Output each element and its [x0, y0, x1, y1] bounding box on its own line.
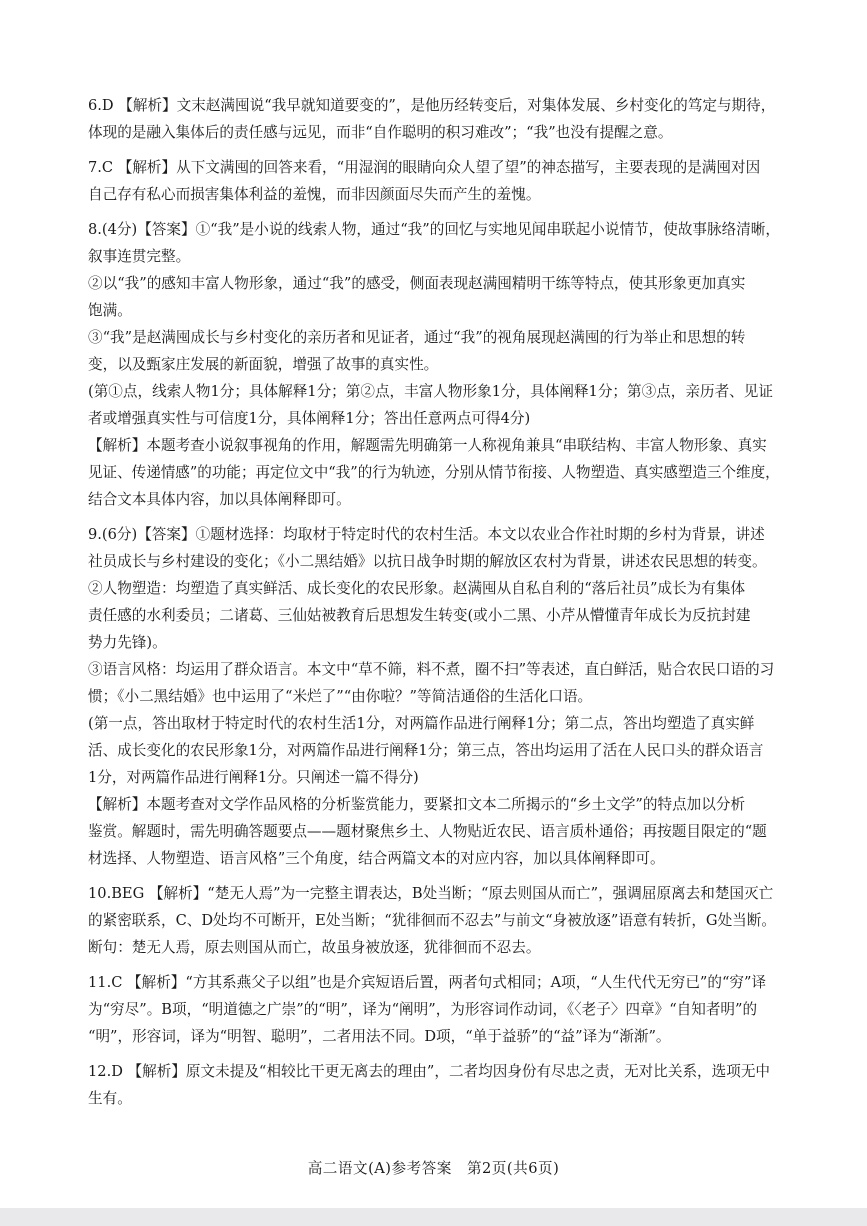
answer-paragraph — [88, 216, 780, 270]
text-line: 8.(4分)【答案】①“我”是小说的线索人物，通过“我”的回忆与实地见闻串联起小说情节，使故事脉络清晰， — [88, 221, 780, 238]
text-line: 变，以及甄家庄发展的新面貌，增强了故事的真实性。 — [88, 356, 439, 373]
text-line: 自己存有私心而损害集体利益的羞愧，而非因颜面尽失而产生的羞愧。 — [88, 186, 541, 203]
text-line: 6.D 【解析】文末赵满囤说“我早就知道要变的”，是他历经转变后，对集体发展、乡村变化的笃定与期待， — [88, 97, 776, 114]
text-line: 叙事连贯完整。 — [88, 248, 191, 265]
text-line: 结合文本具体内容，加以具体阐释即可。 — [88, 491, 351, 508]
answer-paragraph — [88, 270, 780, 324]
answer-paragraph — [88, 324, 780, 378]
text-line: “明”，形容词，译为“明智、聪明”，二者用法不同。D项，“单于益骄”的“益”译为“渐渐”。 — [88, 1028, 671, 1045]
text-line: 材选择、人物塑造、语言风格”三个角度，结合两篇文本的对应内容，加以具体阐释即可。 — [88, 850, 665, 867]
text-line: 见证、传递情感”的功能；再定位文中“我”的行为轨迹，分别从情节衔接、人物塑造、真实感塑造三个维度， — [88, 464, 780, 481]
text-line: 的紧密联系，C、D处均不可断开，E处当断；“犹徘徊而不忍去”与前文“身被放逐”语意有转折，G处当断。 — [88, 912, 776, 929]
answer-paragraph — [88, 791, 780, 872]
text-line: 责任感的水利委员；二诸葛、三仙姑被教育后思想发生转变(或小二黑、小芹从懵懂青年成长为反抗封建 — [88, 607, 751, 624]
text-line: 活、成长变化的农民形象1分，对两篇作品进行阐释1分；第三点，答出均运用了活在人民口头的群众语言 — [88, 742, 764, 759]
text-line: ③“我”是赵满囤成长与乡村变化的亲历者和见证者，通过“我”的视角展现赵满囤的行为举止和思想的转 — [88, 329, 746, 346]
text-line: 7.C 【解析】从下文满囤的回答来看，“用湿润的眼睛向众人望了望”的神态描写，主要表现的是满囤对因 — [88, 159, 761, 176]
text-line: 生有。 — [88, 1090, 132, 1107]
answer-paragraph — [88, 432, 780, 513]
text-line: 惯；《小二黑结婚》也中运用了“米烂了”“由你啦？”等简洁通俗的生活化口语。 — [88, 688, 593, 705]
text-line: 【解析】本题考查对文学作品风格的分析鉴赏能力，要紧扣文本二所揭示的“乡土文学”的特点加以分析 — [88, 796, 746, 813]
text-line: 11.C 【解析】“方其系燕父子以组”也是介宾短语后置，两者句式相同；A项，“人生代代无穷已”的“穷”译 — [88, 974, 767, 991]
text-line: 10.BEG 【解析】“楚无人焉”为一完整主谓表达，B处当断；“原去则国从而亡”，强调屈原离去和楚国灭亡 — [88, 885, 774, 902]
bottom-scroll-strip — [0, 1208, 867, 1226]
answer-paragraph — [88, 378, 780, 432]
answer-paragraph — [88, 521, 780, 575]
text-line: 【解析】本题考查小说叙事视角的作用，解题需先明确第一人称视角兼具“串联结构、丰富人物形象、真实 — [88, 437, 767, 454]
text-line: 12.D 【解析】原文未提及“相较比干更无离去的理由”，二者均因身份有尽忠之责，无对比关系，选项无中 — [88, 1063, 771, 1080]
answer-paragraph — [88, 92, 780, 146]
text-line: ②以“我”的感知丰富人物形象，通过“我”的感受，侧面表现赵满囤精明干练等特点，使其形象更加真实 — [88, 275, 746, 292]
answer-paragraph — [88, 1058, 780, 1112]
text-line: 9.(6分)【答案】①题材选择：均取材于特定时代的农村生活。本文以农业合作社时期的乡村为背景，讲述 — [88, 526, 765, 543]
text-line: (第①点，线索人物1分；具体解释1分；第②点，丰富人物形象1分，具体阐释1分；第③点，亲历者、见证 — [88, 383, 773, 400]
text-line: ②人物塑造：均塑造了真实鲜活、成长变化的农民形象。赵满囤从自私自利的“落后社员”成长为有集体 — [88, 580, 746, 597]
text-line: 1分，对两篇作品进行阐释1分。只阐述一篇不得分) — [88, 769, 419, 786]
answer-paragraph — [88, 880, 780, 961]
page-footer: 高二语文(A)参考答案 第2页(共6页) — [307, 1160, 560, 1177]
text-line: 为“穷尽”。B项，“明道德之广崇”的“明”，译为“阐明”，为形容词作动词，《〈老子〉四章》“自知者明”的 — [88, 1001, 758, 1018]
text-line: 断句：楚无人焉，原去则国从而亡，故虽身被放逐，犹徘徊而不忍去。 — [88, 939, 541, 956]
answer-content — [88, 92, 780, 1112]
answer-paragraph — [88, 710, 780, 791]
answer-paragraph — [88, 969, 780, 1050]
text-line: 体现的是融入集体后的责任感与远见，而非“自作聪明的积习难改”；“我”也没有提醒之意。 — [88, 124, 673, 141]
text-line: 社员成长与乡村建设的变化；《小二黑结婚》以抗日战争时期的解放区农村为背景，讲述农民思想的转变。 — [88, 553, 767, 570]
text-line: 饱满。 — [88, 302, 132, 319]
text-line: 势力先锋)。 — [88, 634, 167, 651]
answer-paragraph — [88, 656, 780, 710]
text-line: ③语言风格：均运用了群众语言。本文中“草不筛，料不煮，圈不扫”等表述，直白鲜活，贴合农民口语的习 — [88, 661, 775, 678]
text-line: 者或增强真实性与可信度1分，具体阐释1分；答出任意两点可得4分) — [88, 410, 531, 427]
text-line: (第一点，答出取材于特定时代的农村生活1分，对两篇作品进行阐释1分；第二点，答出均塑造了真实鲜 — [88, 715, 755, 732]
text-line: 鉴赏。解题时，需先明确答题要点——题材聚焦乡土、人物贴近农民、语言质朴通俗；再按题目限定的“题 — [88, 823, 767, 840]
answer-paragraph — [88, 575, 780, 656]
answer-paragraph — [88, 154, 780, 208]
